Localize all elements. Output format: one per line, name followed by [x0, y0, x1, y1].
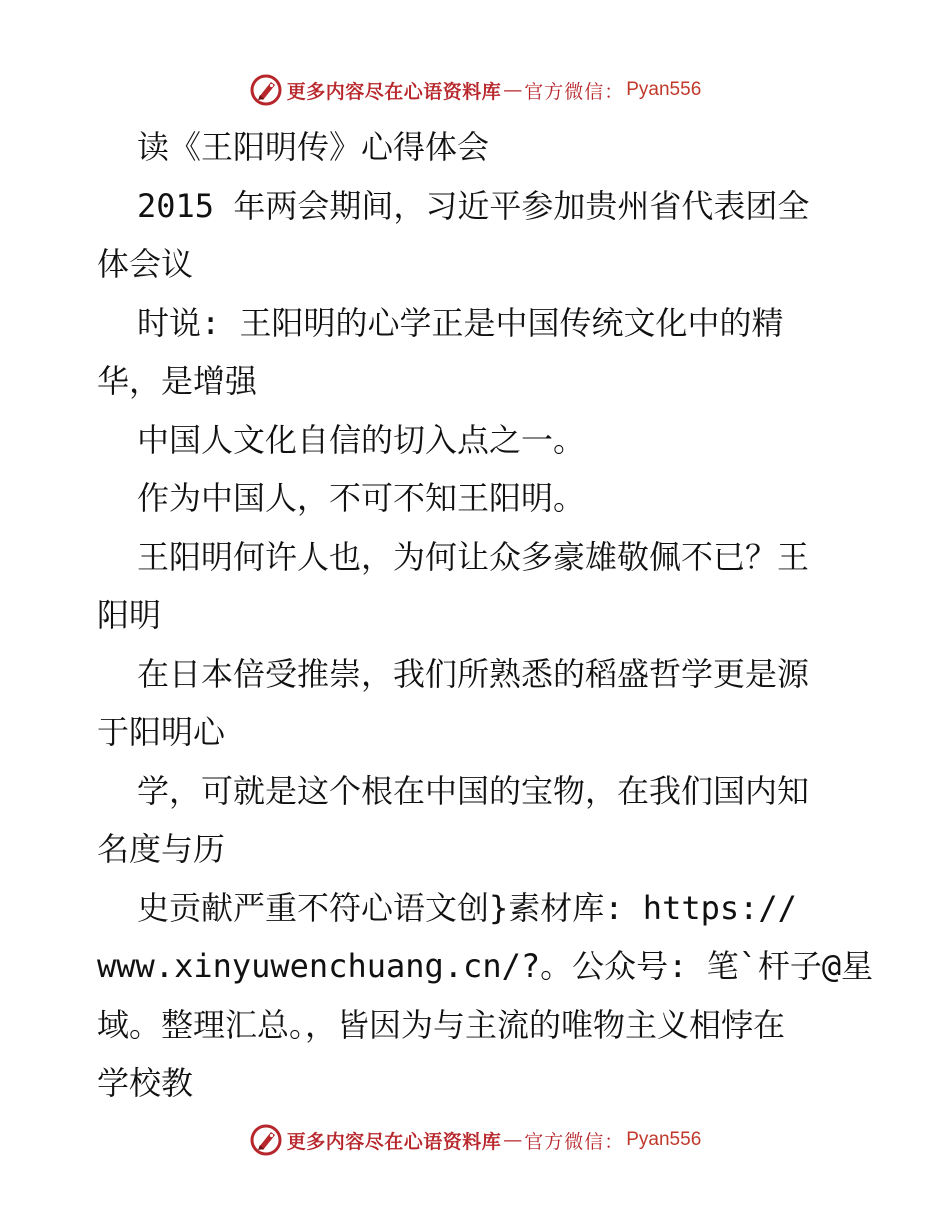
header-banner [0, 70, 950, 110]
banner-wechat-label: 官方微信： [524, 1130, 625, 1153]
document-body [97, 118, 874, 1113]
banner-dash: — [503, 79, 523, 101]
text-line: 时说: 王阳明的心学正是中国传统文化中的精 [137, 303, 784, 342]
text-line: 中国人文化自信的切入点之一。 [137, 420, 586, 459]
text-line: 于阳明心 [97, 713, 226, 751]
banner-wechat-id: Pyan556 [626, 1129, 702, 1150]
pen-nib-logo-icon [249, 73, 283, 107]
text-line: 华，是增强 [97, 362, 258, 400]
text-line: 阳明 [97, 596, 162, 634]
banner-wechat-label: 官方微信： [524, 80, 625, 103]
banner-wechat-id: Pyan556 [626, 79, 702, 100]
text-line: 域。整理汇总。，皆因为与主流的唯物主义相悖在 [97, 1005, 786, 1044]
text-line: 学，可就是这个根在中国的宝物，在我们国内知 [137, 771, 810, 810]
text-line: 学校教 [97, 1064, 194, 1102]
text-line: 体会议 [97, 245, 194, 283]
banner-promo-text: 更多内容尽在心语资料库 [286, 1130, 502, 1153]
banner-promo-text: 更多内容尽在心语资料库 [286, 80, 502, 103]
text-line: 读《王阳明传》心得体会 [137, 128, 490, 166]
text-line: 作为中国人，不可不知王阳明。 [137, 479, 586, 517]
banner-dash: — [503, 1129, 523, 1151]
footer-banner [0, 1120, 950, 1160]
text-line: 在日本倍受推崇，我们所熟悉的稻盛哲学更是源 [137, 654, 810, 693]
text-line: 王阳明何许人也，为何让众多豪雄敬佩不已？王 [137, 537, 810, 576]
text-line: www.xinyuwenchuang.cn/?。公众号: 笔`杆子@星 [97, 947, 874, 985]
pen-nib-logo-icon [249, 1123, 283, 1157]
text-line: 名度与历 [97, 830, 226, 868]
text-line: 史贡献严重不符心语文创}素材库: https:// [137, 888, 797, 927]
text-line: 2015 年两会期间，习近平参加贵州省代表团全 [137, 186, 810, 225]
